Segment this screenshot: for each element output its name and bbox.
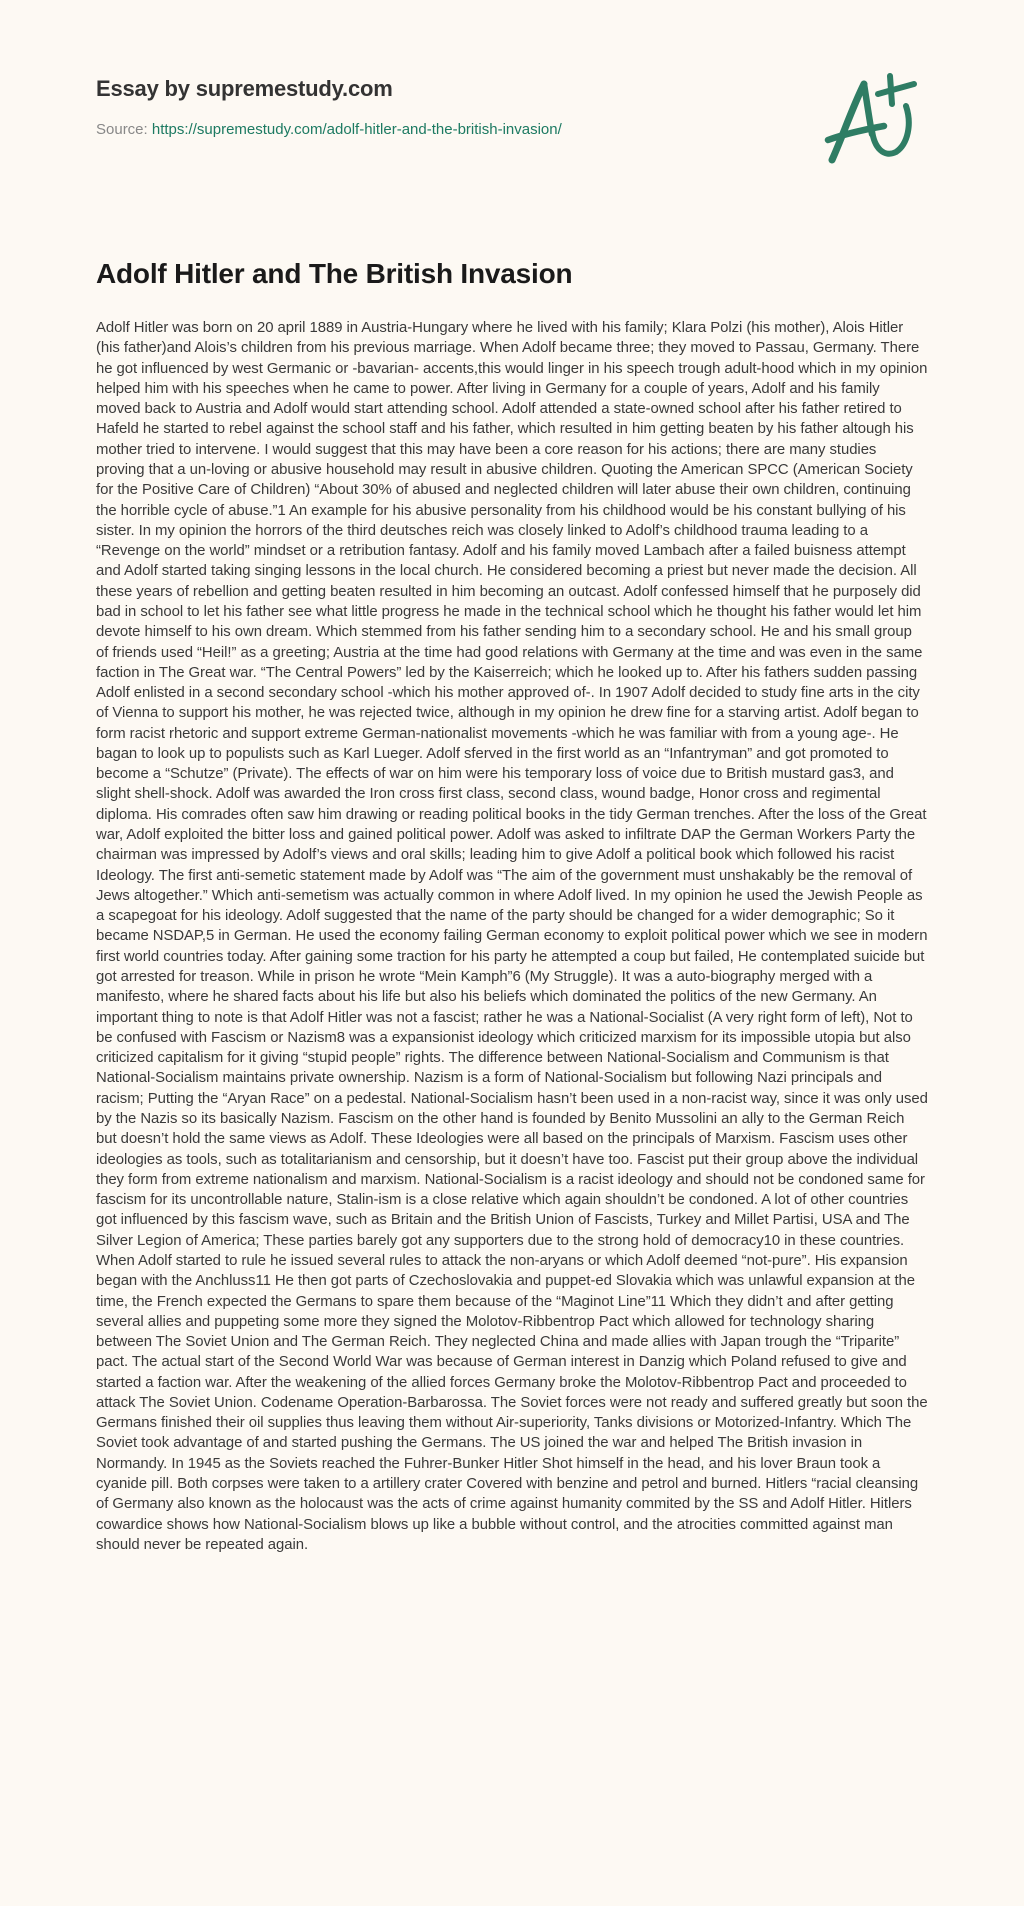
a-plus-grade-icon: [822, 68, 922, 168]
source-label: Source:: [96, 121, 152, 138]
source-link[interactable]: https://supremestudy.com/adolf-hitler-and-the-british-invasion/: [151, 121, 562, 138]
essay-title: Adolf Hitler and The British Invasion: [96, 258, 573, 289]
source-line: [96, 120, 928, 140]
site-title: Essay by supremestudy.com: [96, 76, 393, 101]
a-plus-logo-svg: [822, 68, 922, 168]
essay-body: Adolf Hitler was born on 20 april 1889 in Austria-Hungary where he lived with his family; Klara Polzi (his mother), Alois Hitler (his father)and Alois’s children from his previous marriage. When Adolf became three; they moved to Passau, Germany. There he got influenced by west Germanic or -bavarian- accents,this would linger in his speech trough adult-hood which in my opinion helped him with his speeches when he came to power. After living in Germany for a couple of years, Adolf and his family moved back to Austria and Adolf would start attending school. Adolf attended a state-owned school after his father retired to Hafeld he started to rebel against the school staff and his father, which resulted in him getting beaten by his father altough his mother tried to intervene. I would suggest that this may have been a core reason for his actions; there are many studies proving that a un-loving or abusive household may result in abusive children. Quoting the American SPCC (American Society for the Positive Care of Children) “About 30% of abused and neglected children will later abuse their own children, continuing the horrible cycle of abuse.”1 An example for his abusive personality from his childhood would be his constant bullying of his sister. In my opinion the horrors of the third deutsches reich was closely linked to Adolf’s childhood trauma leading to a “Revenge on the world” mindset or a retribution fantasy. Adolf and his family moved Lambach after a failed buisness attempt and Adolf started taking singing lessons in the local church. He considered becoming a priest but never made the decision. All these years of rebellion and getting beaten resulted in him becoming an outcast. Adolf confessed himself that he purposely did bad in school to let his father see what little progress he made in the technical school which he thought his father would let him devote himself to his own dream. Which stemmed from his father sending him to a secondary school. He and his small group of friends used “Heil!” as a greeting; Austria at the time had good relations with Germany at the time and was even in the same faction in The Great war. “The Central Powers” led by the Kaiserreich; which he looked up to. After his fathers sudden passing Adolf enlisted in a second secondary school -which his mother approved of-. In 1907 Adolf decided to study fine arts in the city of Vienna to support his mother, he was rejected twice, although in my opinion he drew fine for a starving artist. Adolf began to form racist rhetoric and support extreme German-nationalist movements -which he was familiar with from a young age-. He bagan to look up to populists such as Karl Lueger. Adolf sferved in the first world as an “Infantryman” and got promoted to become a “Schutze” (Private). The effects of war on him were his temporary loss of voice due to British mustard gas3, and slight shell-shock. Adolf was awarded the Iron cross first class, second class, wound badge, Honor cross and regimental diploma. His comrades often saw him drawing or reading political books in the tidy German trenches. After the loss of the Great war, Adolf exploited the bitter loss and gained political power. Adolf was asked to infiltrate DAP the German Workers Party the chairman was impressed by Adolf’s views and oral skills; leading him to give Adolf a political book which followed his racist Ideology. The first anti-semetic statement made by Adolf was “The aim of the government must unshakably be the removal of Jews altogether.” Which anti-semetism was actually common in where Adolf lived. In my opinion he used the Jewish People as a scapegoat for his ideology. Adolf suggested that the name of the party should be changed for a wider demographic; So it became NSDAP,5 in German. He used the economy failing German economy to exploit political power which we see in modern first world countries today. After gaining some traction for his party he attempted a coup but failed, He contemplated suicide but got arrested for treason. While in prison he wrote “Mein Kamph”6 (My Struggle). It was a auto-biography merged with a manifesto, where he shared facts about his life but also his beliefs which dominated the politics of the new Germany. An important thing to note is that Adolf Hitler was not a fascist; rather he was a National-Socialist (A very right form of left), Not to be confused with Fascism or Nazism8 was a expansionist ideology which criticized marxism for its impossible utopia but also criticized capitalism for it giving “stupid people” rights. The difference between National-Socialism and Communism is that National-Socialism maintains private ownership. Nazism is a form of National-Socialism but following Nazi principals and racism; Putting the “Aryan Race” on a pedestal. National-Socialism hasn’t been used in a non-racist way, since it was only used by the Nazis so its basically Nazism. Fascism on the other hand is founded by Benito Mussolini an ally to the German Reich but doesn’t hold the same views as Adolf. These Ideologies were all based on the principals of Marxism. Fascism uses other ideologies as tools, such as totalitarianism and censorship, but it doesn’t have too. Fascist put their group above the individual they form from extreme nationalism and marxism. National-Socialism is a racist ideology and should not be condoned same for fascism for its uncontrollable nature, Stalin-ism is a close relative which again shouldn’t be condoned. A lot of other countries got influenced by this fascism wave, such as Britain and the British Union of Fascists, Turkey and Millet Partisi, USA and The Silver Legion of America; These parties barely got any supporters due to the strong hold of democracy10 in these countries. When Adolf started to rule he issued several rules to attack the non-aryans or which Adolf deemed “not-pure”. His expansion began with the Anchluss11 He then got parts of Czechoslovakia and puppet-ed Slovakia which was unlawful expansion at the time, the French expected the Germans to spare them because of the “Maginot Line”11 Which they didn’t and after getting several allies and puppeting some more they signed the Molotov-Ribbentrop Pact which allowed for technology sharing between The Soviet Union and The German Reich. They neglected China and made allies with Japan trough the “Triparite” pact. The actual start of the Second World War was because of German interest in Danzig which Poland refused to give and started a faction war. After the weakening of the allied forces Germany broke the Molotov-Ribbentrop Pact and proceeded to attack The Soviet Union. Codename Operation-Barbarossa. The Soviet forces were not ready and suffered greatly but soon the Germans finished their oil supplies thus leaving them without Air-superiority, Tanks divisions or Motorized-Infantry. Which The Soviet took advantage of and started pushing the Germans. The US joined the war and helped The British invasion in Normandy. In 1945 as the Soviets reached the Fuhrer-Bunker Hitler Shot himself in the head, and his lover Braun took a cyanide pill. Both corpses were taken to a artillery crater Covered with benzine and petrol and burned. Hitlers “racial cleansing of Germany also known as the holocaust was the acts of crime against humanity commited by the SS and Adolf Hitler. Hitlers cowardice shows how National-Socialism blows up like a bubble without control, and the atrocities committed against man should never be repeated again.: [96, 320, 928, 1553]
essay-article: [96, 252, 928, 1555]
page-header: [96, 72, 928, 140]
